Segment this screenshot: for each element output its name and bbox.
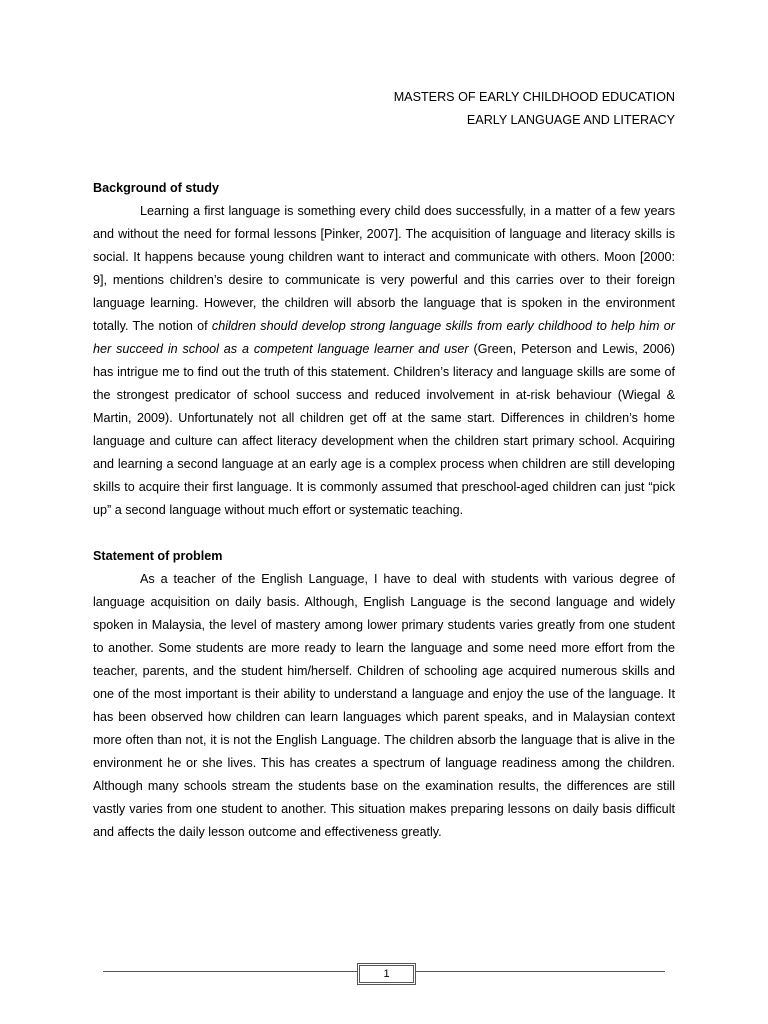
document-header (394, 86, 675, 132)
page-number: 1 (357, 963, 416, 985)
background-paragraph (93, 200, 675, 522)
background-text-part-1: Learning a first language is something every child does successfully, in a matter of a few years and without the need for formal lessons [Pinker, 2007]. The acquisition of language and literacy skills is social. It happens because young children want to interact and communicate with others. Moon [2000: 9], mentions children’s desire to communicate is very powerful and this carries over to their foreign language learning. However, the children will absorb the language that is spoken in the environment totally. The notion of (93, 204, 675, 333)
background-italic-quote: children should develop strong language skills from early childhood to help him or her succeed in school as a competent language learner and user (93, 319, 675, 356)
problem-heading: Statement of problem (93, 549, 223, 563)
header-course-title: EARLY LANGUAGE AND LITERACY (466, 113, 675, 127)
background-heading: Background of study (93, 181, 219, 195)
background-text-part-2: (Green, Peterson and Lewis, 2006) has intrigue me to find out the truth of this statement. Children’s literacy and language skills are some of the strongest predicator of school success and reduced involvement in at-risk behaviour (Wiegal & Martin, 2009). Unfortunately not all children get off at the same start. Differences in children’s home language and culture can affect literacy development when the children start primary school. Acquiring and learning a second language at an early age is a complex process when children are still developing skills to acquire their first language. It is commonly assumed that preschool-aged children can just “pick up” a second language without much effort or systematic teaching. (93, 342, 675, 517)
document-body (93, 177, 675, 844)
header-program-title: MASTERS OF EARLY CHILDHOOD EDUCATION (393, 90, 675, 104)
section-spacer (93, 522, 675, 545)
problem-paragraph: As a teacher of the English Language, I have to deal with students with various degree of language acquisition on daily basis. Although, English Language is the second language and widely spoken in Malaysia, the level of mastery among lower primary students varies greatly from one student to another. Some students are more ready to learn the language and some need more effort from the teacher, parents, and the student him/herself. Children of schooling age acquired numerous skills and one of the most important is their ability to understand a language and enjoy the use of the language. It has been observed how children can learn languages which parent speaks, and in Malaysian context more often than not, it is not the English Language. The children absorb the language that is alive in the environment he or she lives. This has creates a spectrum of language readiness among the children. Although many schools stream the students base on the examination results, the differences are still vastly varies from one student to another. This situation makes preparing lessons on daily basis difficult and affects the daily lesson outcome and effectiveness greatly. (93, 572, 675, 839)
